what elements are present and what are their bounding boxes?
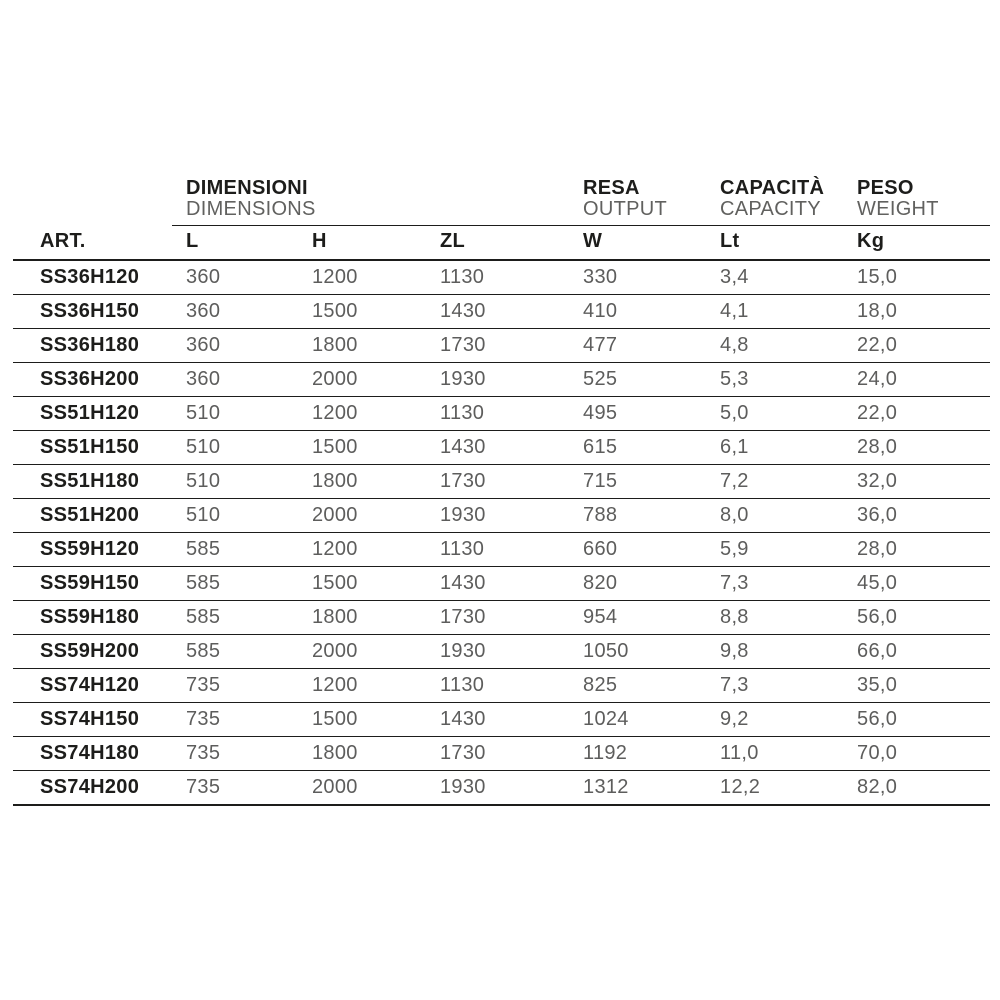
table-row [13, 771, 990, 806]
cell-capacity-lt: 5,3 [706, 363, 843, 397]
table-row [13, 295, 990, 329]
table-row [13, 329, 990, 363]
cell-zl: 1730 [426, 737, 569, 771]
column-header-l: L [172, 226, 298, 261]
group-header-capacity [706, 177, 843, 226]
cell-weight-kg: 28,0 [843, 533, 990, 567]
cell-capacity-lt: 3,4 [706, 260, 843, 295]
column-header-art: ART. [13, 226, 172, 261]
cell-article-code: SS74H150 [13, 703, 172, 737]
cell-article-code: SS36H150 [13, 295, 172, 329]
cell-length: 510 [172, 431, 298, 465]
group-label-output: OUTPUT [583, 198, 668, 220]
cell-weight-kg: 45,0 [843, 567, 990, 601]
cell-height: 1500 [298, 295, 426, 329]
table-row [13, 363, 990, 397]
cell-article-code: SS36H120 [13, 260, 172, 295]
group-header-weight [843, 177, 990, 226]
cell-article-code: SS59H180 [13, 601, 172, 635]
group-label-weight: WEIGHT [857, 198, 939, 220]
cell-capacity-lt: 4,8 [706, 329, 843, 363]
cell-capacity-lt: 4,1 [706, 295, 843, 329]
cell-output-w: 615 [569, 431, 706, 465]
cell-zl: 1430 [426, 703, 569, 737]
cell-height: 2000 [298, 363, 426, 397]
cell-length: 510 [172, 465, 298, 499]
group-header-dimensions [172, 177, 569, 226]
cell-article-code: SS74H200 [13, 771, 172, 806]
cell-length: 585 [172, 601, 298, 635]
column-header-w: W [569, 226, 706, 261]
cell-weight-kg: 28,0 [843, 431, 990, 465]
cell-output-w: 1050 [569, 635, 706, 669]
cell-height: 1200 [298, 533, 426, 567]
cell-length: 735 [172, 669, 298, 703]
cell-output-w: 788 [569, 499, 706, 533]
cell-capacity-lt: 7,3 [706, 669, 843, 703]
cell-output-w: 1312 [569, 771, 706, 806]
column-header-lt: Lt [706, 226, 843, 261]
cell-height: 1800 [298, 601, 426, 635]
cell-capacity-lt: 9,2 [706, 703, 843, 737]
cell-capacity-lt: 8,8 [706, 601, 843, 635]
cell-zl: 1930 [426, 635, 569, 669]
column-header-zl: ZL [426, 226, 569, 261]
table-row [13, 635, 990, 669]
cell-capacity-lt: 12,2 [706, 771, 843, 806]
table-row [13, 703, 990, 737]
column-header-kg: Kg [843, 226, 990, 261]
table-row [13, 737, 990, 771]
column-header-h: H [298, 226, 426, 261]
cell-output-w: 330 [569, 260, 706, 295]
cell-length: 510 [172, 397, 298, 431]
group-label-peso: PESO [857, 177, 914, 199]
cell-length: 510 [172, 499, 298, 533]
specifications-table [13, 177, 990, 806]
cell-length: 585 [172, 635, 298, 669]
cell-length: 360 [172, 295, 298, 329]
group-label-capacita: CAPACITÀ [720, 177, 825, 199]
cell-article-code: SS51H200 [13, 499, 172, 533]
cell-zl: 1730 [426, 465, 569, 499]
cell-height: 2000 [298, 771, 426, 806]
cell-length: 735 [172, 771, 298, 806]
cell-weight-kg: 36,0 [843, 499, 990, 533]
cell-article-code: SS51H180 [13, 465, 172, 499]
table-row [13, 397, 990, 431]
cell-article-code: SS36H180 [13, 329, 172, 363]
cell-zl: 1730 [426, 329, 569, 363]
cell-height: 1800 [298, 329, 426, 363]
table-row [13, 567, 990, 601]
group-label-capacity: CAPACITY [720, 198, 821, 220]
cell-weight-kg: 35,0 [843, 669, 990, 703]
cell-height: 1500 [298, 431, 426, 465]
table-row [13, 533, 990, 567]
cell-zl: 1930 [426, 499, 569, 533]
group-label-dimensions: DIMENSIONS [186, 198, 316, 220]
cell-zl: 1130 [426, 397, 569, 431]
cell-article-code: SS74H180 [13, 737, 172, 771]
table-row [13, 499, 990, 533]
cell-weight-kg: 22,0 [843, 397, 990, 431]
cell-zl: 1430 [426, 295, 569, 329]
table-row [13, 669, 990, 703]
cell-zl: 1430 [426, 431, 569, 465]
cell-length: 360 [172, 329, 298, 363]
cell-output-w: 525 [569, 363, 706, 397]
cell-height: 1500 [298, 567, 426, 601]
cell-zl: 1130 [426, 260, 569, 295]
cell-output-w: 954 [569, 601, 706, 635]
cell-height: 2000 [298, 499, 426, 533]
cell-capacity-lt: 5,0 [706, 397, 843, 431]
cell-height: 1800 [298, 737, 426, 771]
column-header-row [13, 226, 990, 261]
table-row [13, 601, 990, 635]
cell-height: 2000 [298, 635, 426, 669]
cell-height: 1200 [298, 260, 426, 295]
cell-article-code: SS74H120 [13, 669, 172, 703]
cell-output-w: 825 [569, 669, 706, 703]
cell-output-w: 660 [569, 533, 706, 567]
cell-output-w: 1024 [569, 703, 706, 737]
cell-weight-kg: 22,0 [843, 329, 990, 363]
group-header-row [13, 177, 990, 226]
cell-length: 735 [172, 703, 298, 737]
cell-capacity-lt: 5,9 [706, 533, 843, 567]
cell-length: 585 [172, 533, 298, 567]
cell-capacity-lt: 8,0 [706, 499, 843, 533]
art-group-spacer [13, 177, 172, 226]
cell-weight-kg: 70,0 [843, 737, 990, 771]
cell-length: 735 [172, 737, 298, 771]
table-row [13, 260, 990, 295]
cell-capacity-lt: 6,1 [706, 431, 843, 465]
cell-zl: 1130 [426, 533, 569, 567]
cell-weight-kg: 56,0 [843, 703, 990, 737]
cell-article-code: SS59H120 [13, 533, 172, 567]
cell-zl: 1130 [426, 669, 569, 703]
group-header-output [569, 177, 706, 226]
cell-article-code: SS36H200 [13, 363, 172, 397]
group-label-dimensioni: DIMENSIONI [186, 177, 308, 199]
cell-weight-kg: 82,0 [843, 771, 990, 806]
cell-length: 360 [172, 260, 298, 295]
cell-weight-kg: 66,0 [843, 635, 990, 669]
cell-length: 360 [172, 363, 298, 397]
cell-article-code: SS51H150 [13, 431, 172, 465]
cell-height: 1500 [298, 703, 426, 737]
group-label-resa: RESA [583, 177, 640, 199]
cell-length: 585 [172, 567, 298, 601]
cell-output-w: 715 [569, 465, 706, 499]
cell-capacity-lt: 11,0 [706, 737, 843, 771]
cell-height: 1200 [298, 669, 426, 703]
table-row [13, 431, 990, 465]
cell-capacity-lt: 9,8 [706, 635, 843, 669]
cell-zl: 1930 [426, 363, 569, 397]
cell-output-w: 1192 [569, 737, 706, 771]
cell-weight-kg: 18,0 [843, 295, 990, 329]
cell-weight-kg: 24,0 [843, 363, 990, 397]
cell-zl: 1730 [426, 601, 569, 635]
cell-zl: 1430 [426, 567, 569, 601]
cell-output-w: 820 [569, 567, 706, 601]
cell-article-code: SS59H150 [13, 567, 172, 601]
cell-height: 1800 [298, 465, 426, 499]
cell-zl: 1930 [426, 771, 569, 806]
cell-capacity-lt: 7,2 [706, 465, 843, 499]
cell-output-w: 495 [569, 397, 706, 431]
cell-output-w: 477 [569, 329, 706, 363]
cell-weight-kg: 32,0 [843, 465, 990, 499]
cell-article-code: SS51H120 [13, 397, 172, 431]
cell-weight-kg: 15,0 [843, 260, 990, 295]
cell-weight-kg: 56,0 [843, 601, 990, 635]
cell-height: 1200 [298, 397, 426, 431]
cell-capacity-lt: 7,3 [706, 567, 843, 601]
table-row [13, 465, 990, 499]
cell-article-code: SS59H200 [13, 635, 172, 669]
cell-output-w: 410 [569, 295, 706, 329]
